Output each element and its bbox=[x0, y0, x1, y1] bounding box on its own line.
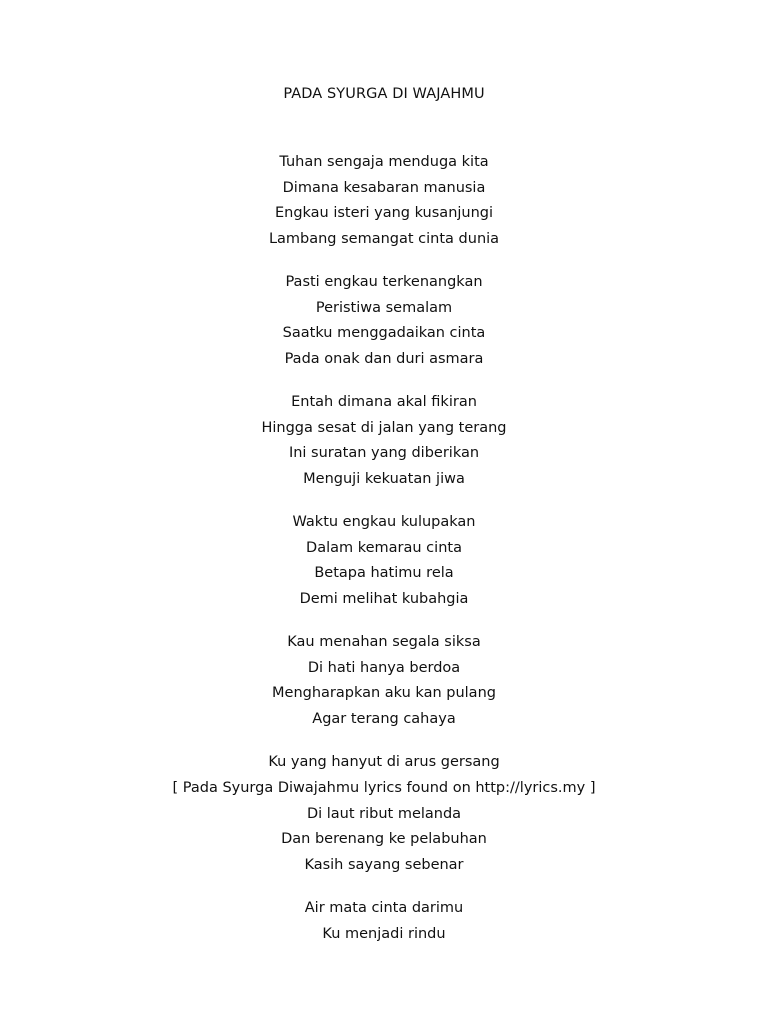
lyric-line: Kau menahan segala siksa bbox=[287, 634, 481, 651]
lyric-line: Betapa hatimu rela bbox=[314, 565, 454, 582]
stanza bbox=[0, 390, 768, 492]
lyric-line: Waktu engkau kulupakan bbox=[292, 514, 476, 531]
lyric-line: Agar terang cahaya bbox=[312, 711, 456, 728]
lyric-line: Di hati hanya berdoa bbox=[307, 659, 461, 676]
lyric-line: Dimana kesabaran manusia bbox=[282, 179, 486, 196]
lyric-line: Peristiwa semalam bbox=[315, 299, 453, 316]
lyric-line: Pada onak dan duri asmara bbox=[284, 350, 484, 367]
stanza bbox=[0, 750, 768, 878]
lyric-line: Menguji kekuatan jiwa bbox=[303, 470, 465, 487]
lyric-line: Hingga sesat di jalan yang terang bbox=[261, 419, 507, 436]
lyric-line: Dan berenang ke pelabuhan bbox=[281, 831, 487, 848]
lyric-line: Ku menjadi rindu bbox=[322, 925, 446, 942]
lyric-line: Dalam kemarau cinta bbox=[306, 539, 462, 556]
stanza bbox=[0, 270, 768, 372]
lyric-line: Mengharapkan aku kan pulang bbox=[272, 685, 496, 702]
lyric-line: Lambang semangat cinta dunia bbox=[268, 230, 500, 247]
stanza bbox=[0, 510, 768, 612]
lyric-line: Ku yang hanyut di arus gersang bbox=[268, 754, 500, 771]
lyrics-source-note: [ Pada Syurga Diwajahmu lyrics found on http://lyrics.my ] bbox=[172, 779, 596, 796]
lyric-line: Air mata cinta darimu bbox=[304, 899, 464, 916]
lyric-line: Kasih sayang sebenar bbox=[304, 856, 464, 873]
stanza bbox=[0, 896, 768, 947]
lyric-line: Ini suratan yang diberikan bbox=[288, 445, 480, 462]
document-title: PADA SYURGA DI WAJAHMU bbox=[283, 86, 485, 102]
lyric-line: Di laut ribut melanda bbox=[306, 805, 462, 822]
stanza bbox=[0, 630, 768, 732]
lyrics-body bbox=[0, 150, 768, 965]
lyric-line: Entah dimana akal fikiran bbox=[291, 394, 477, 411]
lyric-line: Tuhan sengaja menduga kita bbox=[279, 154, 489, 170]
lyric-line: Pasti engkau terkenangkan bbox=[285, 274, 483, 291]
stanza bbox=[0, 150, 768, 252]
lyric-line: Saatku menggadaikan cinta bbox=[282, 325, 486, 342]
lyric-line: Demi melihat kubahgia bbox=[299, 590, 469, 607]
lyric-line: Engkau isteri yang kusanjungi bbox=[274, 205, 494, 222]
